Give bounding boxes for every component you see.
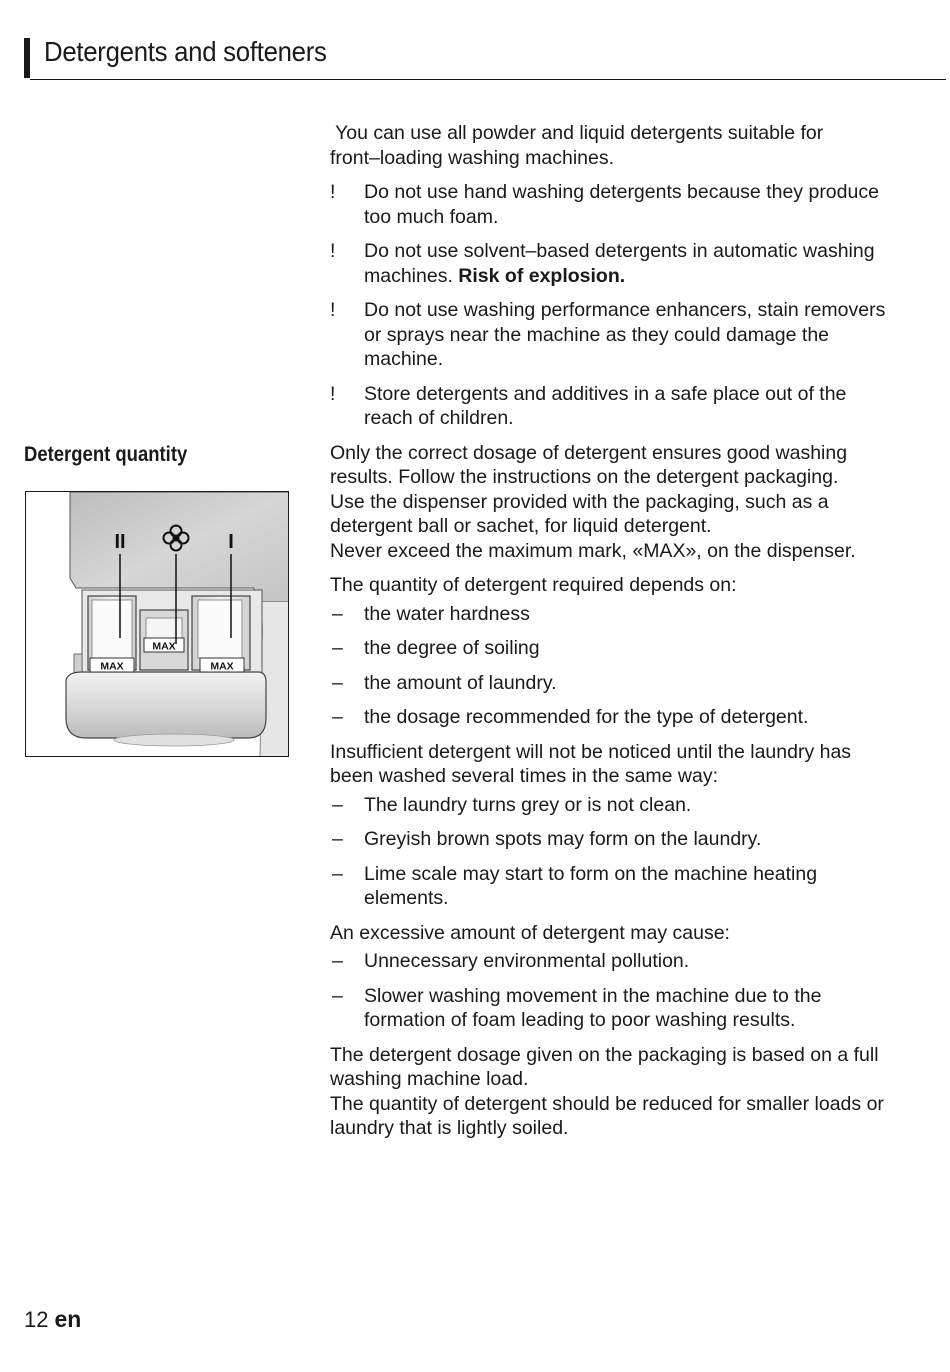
list-item: – Slower washing movement in the machine due to the formation of foam leading to poor washing results.	[332, 984, 822, 1031]
max-mark-right: MAX	[210, 660, 234, 673]
list-item: – the dosage recommended for the type of detergent.	[332, 706, 809, 728]
header-rule	[30, 79, 946, 80]
warning-mark: !	[330, 382, 336, 405]
page-footer	[24, 1306, 81, 1333]
compartment-label-prewash: I	[228, 531, 234, 553]
language-code: en	[54, 1306, 82, 1332]
warning-mark: !	[330, 299, 336, 321]
closing-paragraph: The detergent dosage given on the packaging is based on a full washing machine load. The quantity of detergent should be reduced for smaller loads or laundry that is lightly soiled.	[330, 1043, 884, 1139]
warning-item: ! Store detergents and additives in a safe place out of the reach of children.	[330, 382, 847, 429]
list-item: – Unnecessary environmental pollution.	[332, 950, 690, 972]
compartment-label-main-wash: II	[114, 531, 126, 553]
warning-mark: !	[330, 181, 336, 203]
explosion-risk-text: Risk of explosion.	[458, 264, 626, 287]
list-item: – the water hardness	[332, 602, 530, 625]
excessive-intro: An excessive amount of detergent may cause:	[330, 921, 730, 944]
warning-item: ! Do not use washing performance enhancers, stain removers or sprays near the machine as they could damage the machine.	[330, 299, 886, 370]
list-item: – the degree of soiling	[332, 637, 540, 659]
page-header	[24, 34, 946, 80]
drawer-svg	[26, 492, 289, 757]
list-item: – The laundry turns grey or is not clean.	[332, 793, 692, 816]
warning-item: ! Do not use solvent–based detergents in automatic washing machines. Risk of explosion.	[330, 240, 875, 287]
page-number: 12	[24, 1307, 49, 1332]
list-item: – Greyish brown spots may form on the laundry.	[332, 828, 762, 850]
dosage-paragraph: Only the correct dosage of detergent ensures good washing results. Follow the instructions on the detergent packaging. Use the dispenser provided with the packaging, such as a detergent ball or sachet, for liquid detergent. Never exceed the maximum mark, «MAX», on the dispenser.	[330, 441, 856, 562]
list-item: – Lime scale may start to form on the machine heating elements.	[332, 862, 818, 909]
main-text-column	[330, 121, 920, 1151]
max-mark-left: MAX	[100, 660, 124, 673]
list-item: – the amount of laundry.	[332, 671, 557, 694]
warning-mark: !	[330, 240, 336, 262]
insufficient-paragraph: Insufficient detergent will not be noticed until the laundry has been washed several times in the same way:	[330, 740, 852, 787]
warning-item: ! Do not use hand washing detergents because they produce too much foam.	[330, 181, 879, 228]
section-heading: Detergent quantity	[24, 443, 188, 466]
page-title: Detergents and softeners	[44, 36, 327, 67]
depends-intro: The quantity of detergent required depends on:	[330, 574, 737, 596]
max-mark-middle: MAX	[152, 640, 176, 653]
detergent-drawer-illustration	[25, 491, 289, 757]
intro-paragraph: You can use all powder and liquid detergents suitable for front–loading washing machines.	[330, 122, 824, 169]
header-accent-bar	[24, 38, 30, 78]
